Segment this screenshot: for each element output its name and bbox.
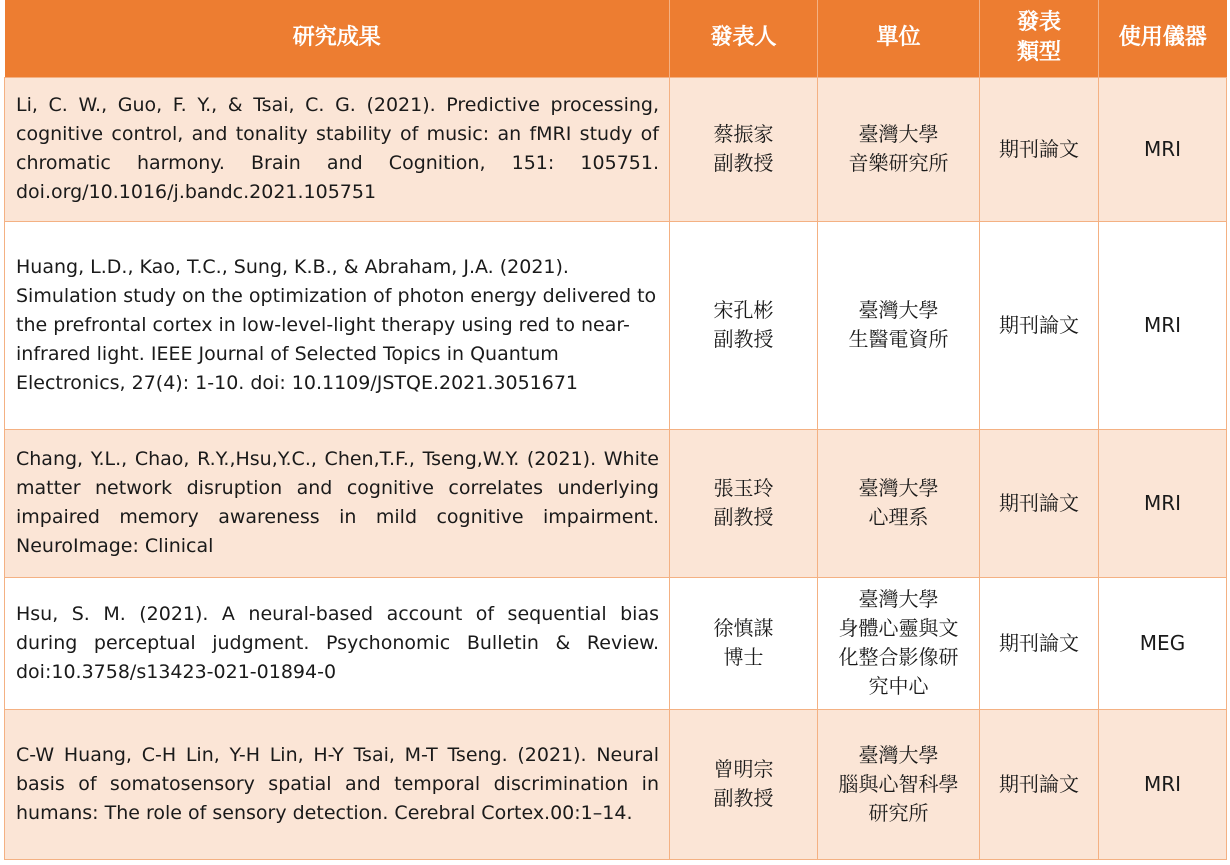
- pub-type-cell: 期刊論文: [980, 709, 1099, 859]
- unit-line: 臺灣大學: [858, 587, 939, 611]
- table-header: [5, 0, 1227, 77]
- author-name: 宋孔彬: [713, 298, 774, 322]
- author-name: 徐慎謀: [713, 616, 774, 640]
- author-title: 副教授: [713, 151, 774, 175]
- instrument-cell: MRI: [1099, 429, 1227, 577]
- author-cell: [670, 77, 818, 221]
- author-cell: [670, 221, 818, 429]
- table-row: [5, 577, 1227, 709]
- unit-line: 音樂研究所: [848, 151, 949, 175]
- unit-line: 腦與心智科學: [838, 771, 959, 796]
- author-cell: [670, 429, 818, 577]
- instrument-cell: MRI: [1099, 709, 1227, 859]
- pub-type-cell: 期刊論文: [980, 577, 1099, 709]
- unit-cell: [818, 429, 980, 577]
- header-pub-type-line2: 類型: [1016, 40, 1061, 66]
- author-title: 博士: [723, 645, 764, 669]
- pub-type-cell: 期刊論文: [980, 221, 1099, 429]
- author-title: 副教授: [713, 327, 774, 351]
- author-name: 曾明宗: [713, 757, 774, 781]
- author-name: 蔡振家: [713, 122, 774, 146]
- unit-line: 究中心: [868, 674, 929, 698]
- unit-cell: [818, 77, 980, 221]
- table-row: [5, 709, 1227, 859]
- unit-line: 臺灣大學: [858, 476, 939, 500]
- unit-line: 生醫電資所: [848, 327, 949, 351]
- citation-cell: Huang, L.D., Kao, T.C., Sung, K.B., & Abraham, J.A. (2021). Simulation study on the optimization of photon energy delivered to the prefrontal cortex in low-level-light therapy using red to near-infrared light. IEEE Journal of Selected Topics in Quantum Electronics, 27(4): 1-10. doi: 10.1109/JSTQE.2021.3051671: [5, 221, 670, 429]
- citation-cell: Li, C. W., Guo, F. Y., & Tsai, C. G. (2021). Predictive processing, cognitive control, and tonality stability of music: an fMRI study of chromatic harmony. Brain and Cognition, 151: 105751. doi.org/10.1016/j.bandc.2021.105751: [5, 77, 670, 221]
- table-row: [5, 77, 1227, 221]
- citation-cell: Chang, Y.L., Chao, R.Y.,Hsu,Y.C., Chen,T.F., Tseng,W.Y. (2021). White matter network disruption and cognitive correlates underlying impaired memory awareness in mild cognitive impairment. NeuroImage: Clinical: [5, 429, 670, 577]
- author-cell: [670, 709, 818, 859]
- header-instrument: 使用儀器: [1099, 0, 1227, 77]
- research-results-table-container: [4, 0, 1226, 860]
- author-title: 副教授: [713, 786, 774, 810]
- author-name: 張玉玲: [713, 476, 774, 500]
- unit-line: 臺灣大學: [858, 742, 939, 767]
- header-unit: 單位: [818, 0, 980, 77]
- instrument-cell: MRI: [1099, 77, 1227, 221]
- unit-line: 研究所: [868, 800, 929, 825]
- unit-line: 身體心靈與文: [838, 616, 959, 640]
- unit-line: 化整合影像研: [838, 645, 959, 669]
- citation-cell: Hsu, S. M. (2021). A neural-based account of sequential bias during perceptual judgment. Psychonomic Bulletin & Review. doi:10.3758/s13423-021-01894-0: [5, 577, 670, 709]
- research-results-table: [4, 0, 1227, 860]
- unit-cell: [818, 577, 980, 709]
- header-row: [5, 0, 1227, 77]
- unit-cell: [818, 221, 980, 429]
- author-title: 副教授: [713, 505, 774, 529]
- table-row: [5, 221, 1227, 429]
- pub-type-cell: 期刊論文: [980, 77, 1099, 221]
- header-author: 發表人: [670, 0, 818, 77]
- table-body: [5, 77, 1227, 859]
- citation-cell: C-W Huang, C-H Lin, Y-H Lin, H-Y Tsai, M-T Tseng. (2021). Neural basis of somatosensory spatial and temporal discrimination in humans: The role of sensory detection. Cerebral Cortex.00:1–14.: [5, 709, 670, 859]
- instrument-cell: MRI: [1099, 221, 1227, 429]
- author-cell: [670, 577, 818, 709]
- unit-line: 臺灣大學: [858, 298, 939, 322]
- unit-line: 臺灣大學: [858, 122, 939, 146]
- header-achievement: 研究成果: [5, 0, 670, 77]
- unit-line: 心理系: [868, 505, 929, 529]
- header-pub-type: [980, 0, 1099, 77]
- pub-type-cell: 期刊論文: [980, 429, 1099, 577]
- table-row: [5, 429, 1227, 577]
- header-pub-type-line1: 發表: [1016, 10, 1061, 36]
- unit-cell: [818, 709, 980, 859]
- instrument-cell: MEG: [1099, 577, 1227, 709]
